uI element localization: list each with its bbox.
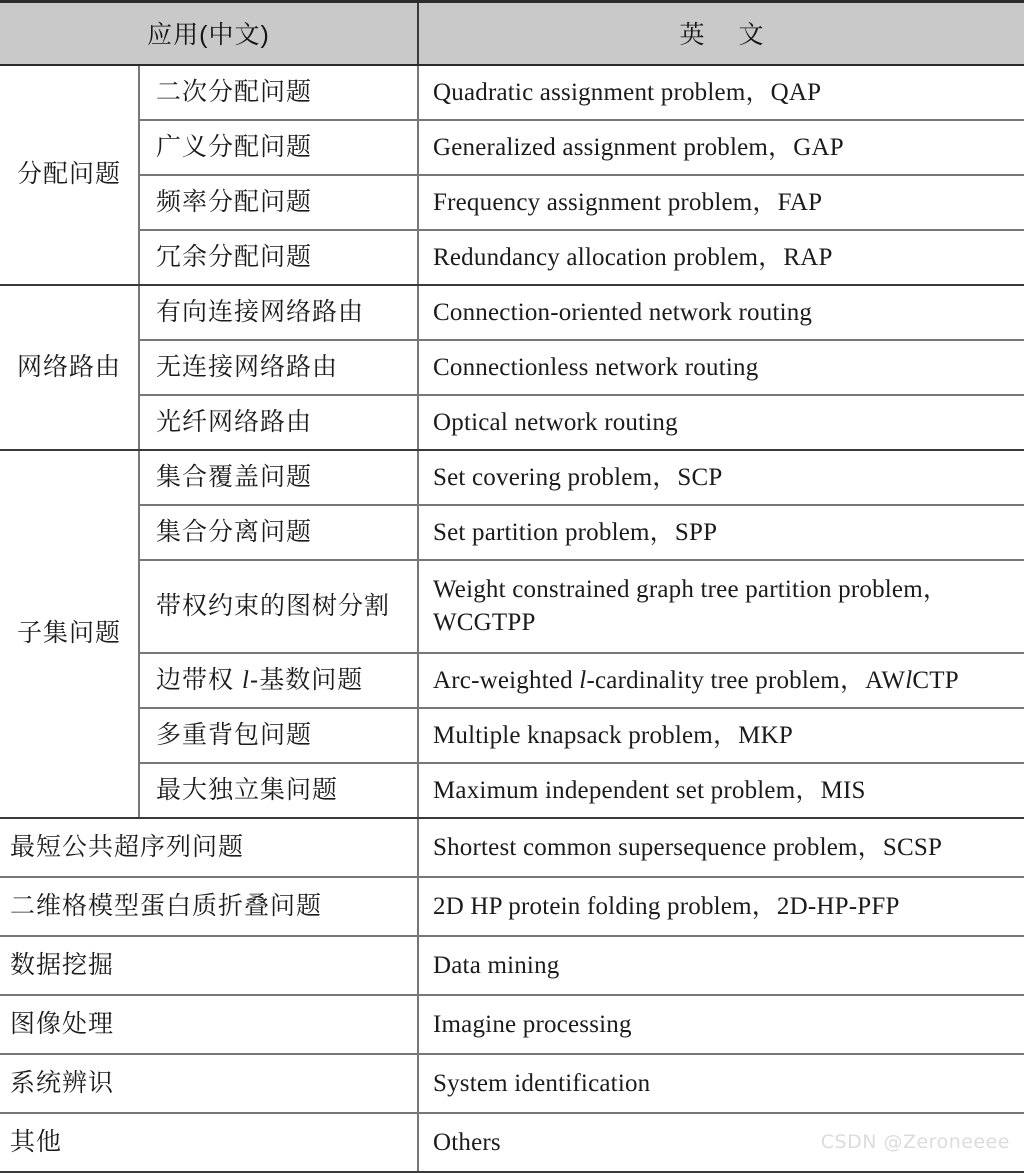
english-label: System identification <box>418 1054 1024 1113</box>
table-row <box>0 340 1024 395</box>
english-italic-l-first: l <box>579 666 587 694</box>
category-label: 系统辨识 <box>0 1054 418 1113</box>
subitem-italic-l: l <box>241 666 250 694</box>
subitem-label: 集合分离问题 <box>139 505 418 560</box>
english-line-2: WCGTPP <box>433 609 536 636</box>
subitem-suffix: -基数问题 <box>249 665 364 694</box>
subitem-label: 无连接网络路由 <box>139 340 418 395</box>
header-english-char1: 英 <box>679 21 705 50</box>
english-label: Redundancy allocation problem，RAP <box>418 230 1024 285</box>
table-row <box>0 1054 1024 1113</box>
subitem-label <box>139 653 418 708</box>
english-line-1: Weight constrained graph tree partition problem， <box>433 576 949 603</box>
table-row <box>0 708 1024 763</box>
english-label: Quadratic assignment problem，QAP <box>418 65 1024 120</box>
header-english-char2: 文 <box>738 21 764 50</box>
english-label: Data mining <box>418 936 1024 995</box>
column-header-english <box>418 2 1024 65</box>
table-row <box>0 560 1024 653</box>
table-row <box>0 818 1024 877</box>
english-label: Shortest common supersequence problem，SCSP <box>418 818 1024 877</box>
english-label: Frequency assignment problem，FAP <box>418 175 1024 230</box>
english-label: Optical network routing <box>418 395 1024 450</box>
subitem-label: 有向连接网络路由 <box>139 285 418 340</box>
english-suffix: CTP <box>912 666 959 694</box>
english-middle: -cardinality tree problem，AW <box>586 666 906 694</box>
table-row <box>0 653 1024 708</box>
table-row <box>0 230 1024 285</box>
group-label-network-routing: 网络路由 <box>0 285 139 450</box>
english-label: Connectionless network routing <box>418 340 1024 395</box>
english-label: 2D HP protein folding problem，2D-HP-PFP <box>418 877 1024 936</box>
table-row <box>0 120 1024 175</box>
subitem-label: 最大独立集问题 <box>139 763 418 818</box>
english-label: Others <box>418 1113 1024 1172</box>
category-label: 最短公共超序列问题 <box>0 818 418 877</box>
table-row <box>0 877 1024 936</box>
english-label: Set covering problem，SCP <box>418 450 1024 505</box>
table-row <box>0 450 1024 505</box>
subitem-label: 多重背包问题 <box>139 708 418 763</box>
subitem-label: 频率分配问题 <box>139 175 418 230</box>
table-row <box>0 995 1024 1054</box>
group-label-assignment: 分配问题 <box>0 65 139 285</box>
category-label: 图像处理 <box>0 995 418 1054</box>
english-label: Set partition problem，SPP <box>418 505 1024 560</box>
table-row <box>0 1113 1024 1172</box>
header-row <box>0 2 1024 65</box>
column-header-chinese: 应用(中文) <box>0 2 418 65</box>
table-row <box>0 65 1024 120</box>
table-header <box>0 2 1024 65</box>
category-label: 其他 <box>0 1113 418 1172</box>
subitem-label: 冗余分配问题 <box>139 230 418 285</box>
table-row <box>0 936 1024 995</box>
subitem-label: 光纤网络路由 <box>139 395 418 450</box>
english-label <box>418 653 1024 708</box>
subitem-label: 带权约束的图树分割 <box>139 560 418 653</box>
english-prefix: Arc-weighted <box>433 666 580 694</box>
subitem-prefix: 边带权 <box>156 665 242 694</box>
table-row <box>0 505 1024 560</box>
group-label-subset: 子集问题 <box>0 450 139 818</box>
english-label: Imagine processing <box>418 995 1024 1054</box>
subitem-label: 广义分配问题 <box>139 120 418 175</box>
english-label: Maximum independent set problem，MIS <box>418 763 1024 818</box>
table-row <box>0 395 1024 450</box>
subitem-label: 集合覆盖问题 <box>139 450 418 505</box>
table-body <box>0 65 1024 1172</box>
english-label: Multiple knapsack problem，MKP <box>418 708 1024 763</box>
english-label: Generalized assignment problem，GAP <box>418 120 1024 175</box>
category-label: 二维格模型蛋白质折叠问题 <box>0 877 418 936</box>
english-italic-l-second: l <box>905 666 913 694</box>
category-label: 数据挖掘 <box>0 936 418 995</box>
english-label <box>418 560 1024 653</box>
table-row <box>0 175 1024 230</box>
watermark: CSDN @Zeroneeee <box>820 1131 1010 1153</box>
table-row <box>0 763 1024 818</box>
table-row <box>0 285 1024 340</box>
english-label: Connection-oriented network routing <box>418 285 1024 340</box>
subitem-label: 二次分配问题 <box>139 65 418 120</box>
